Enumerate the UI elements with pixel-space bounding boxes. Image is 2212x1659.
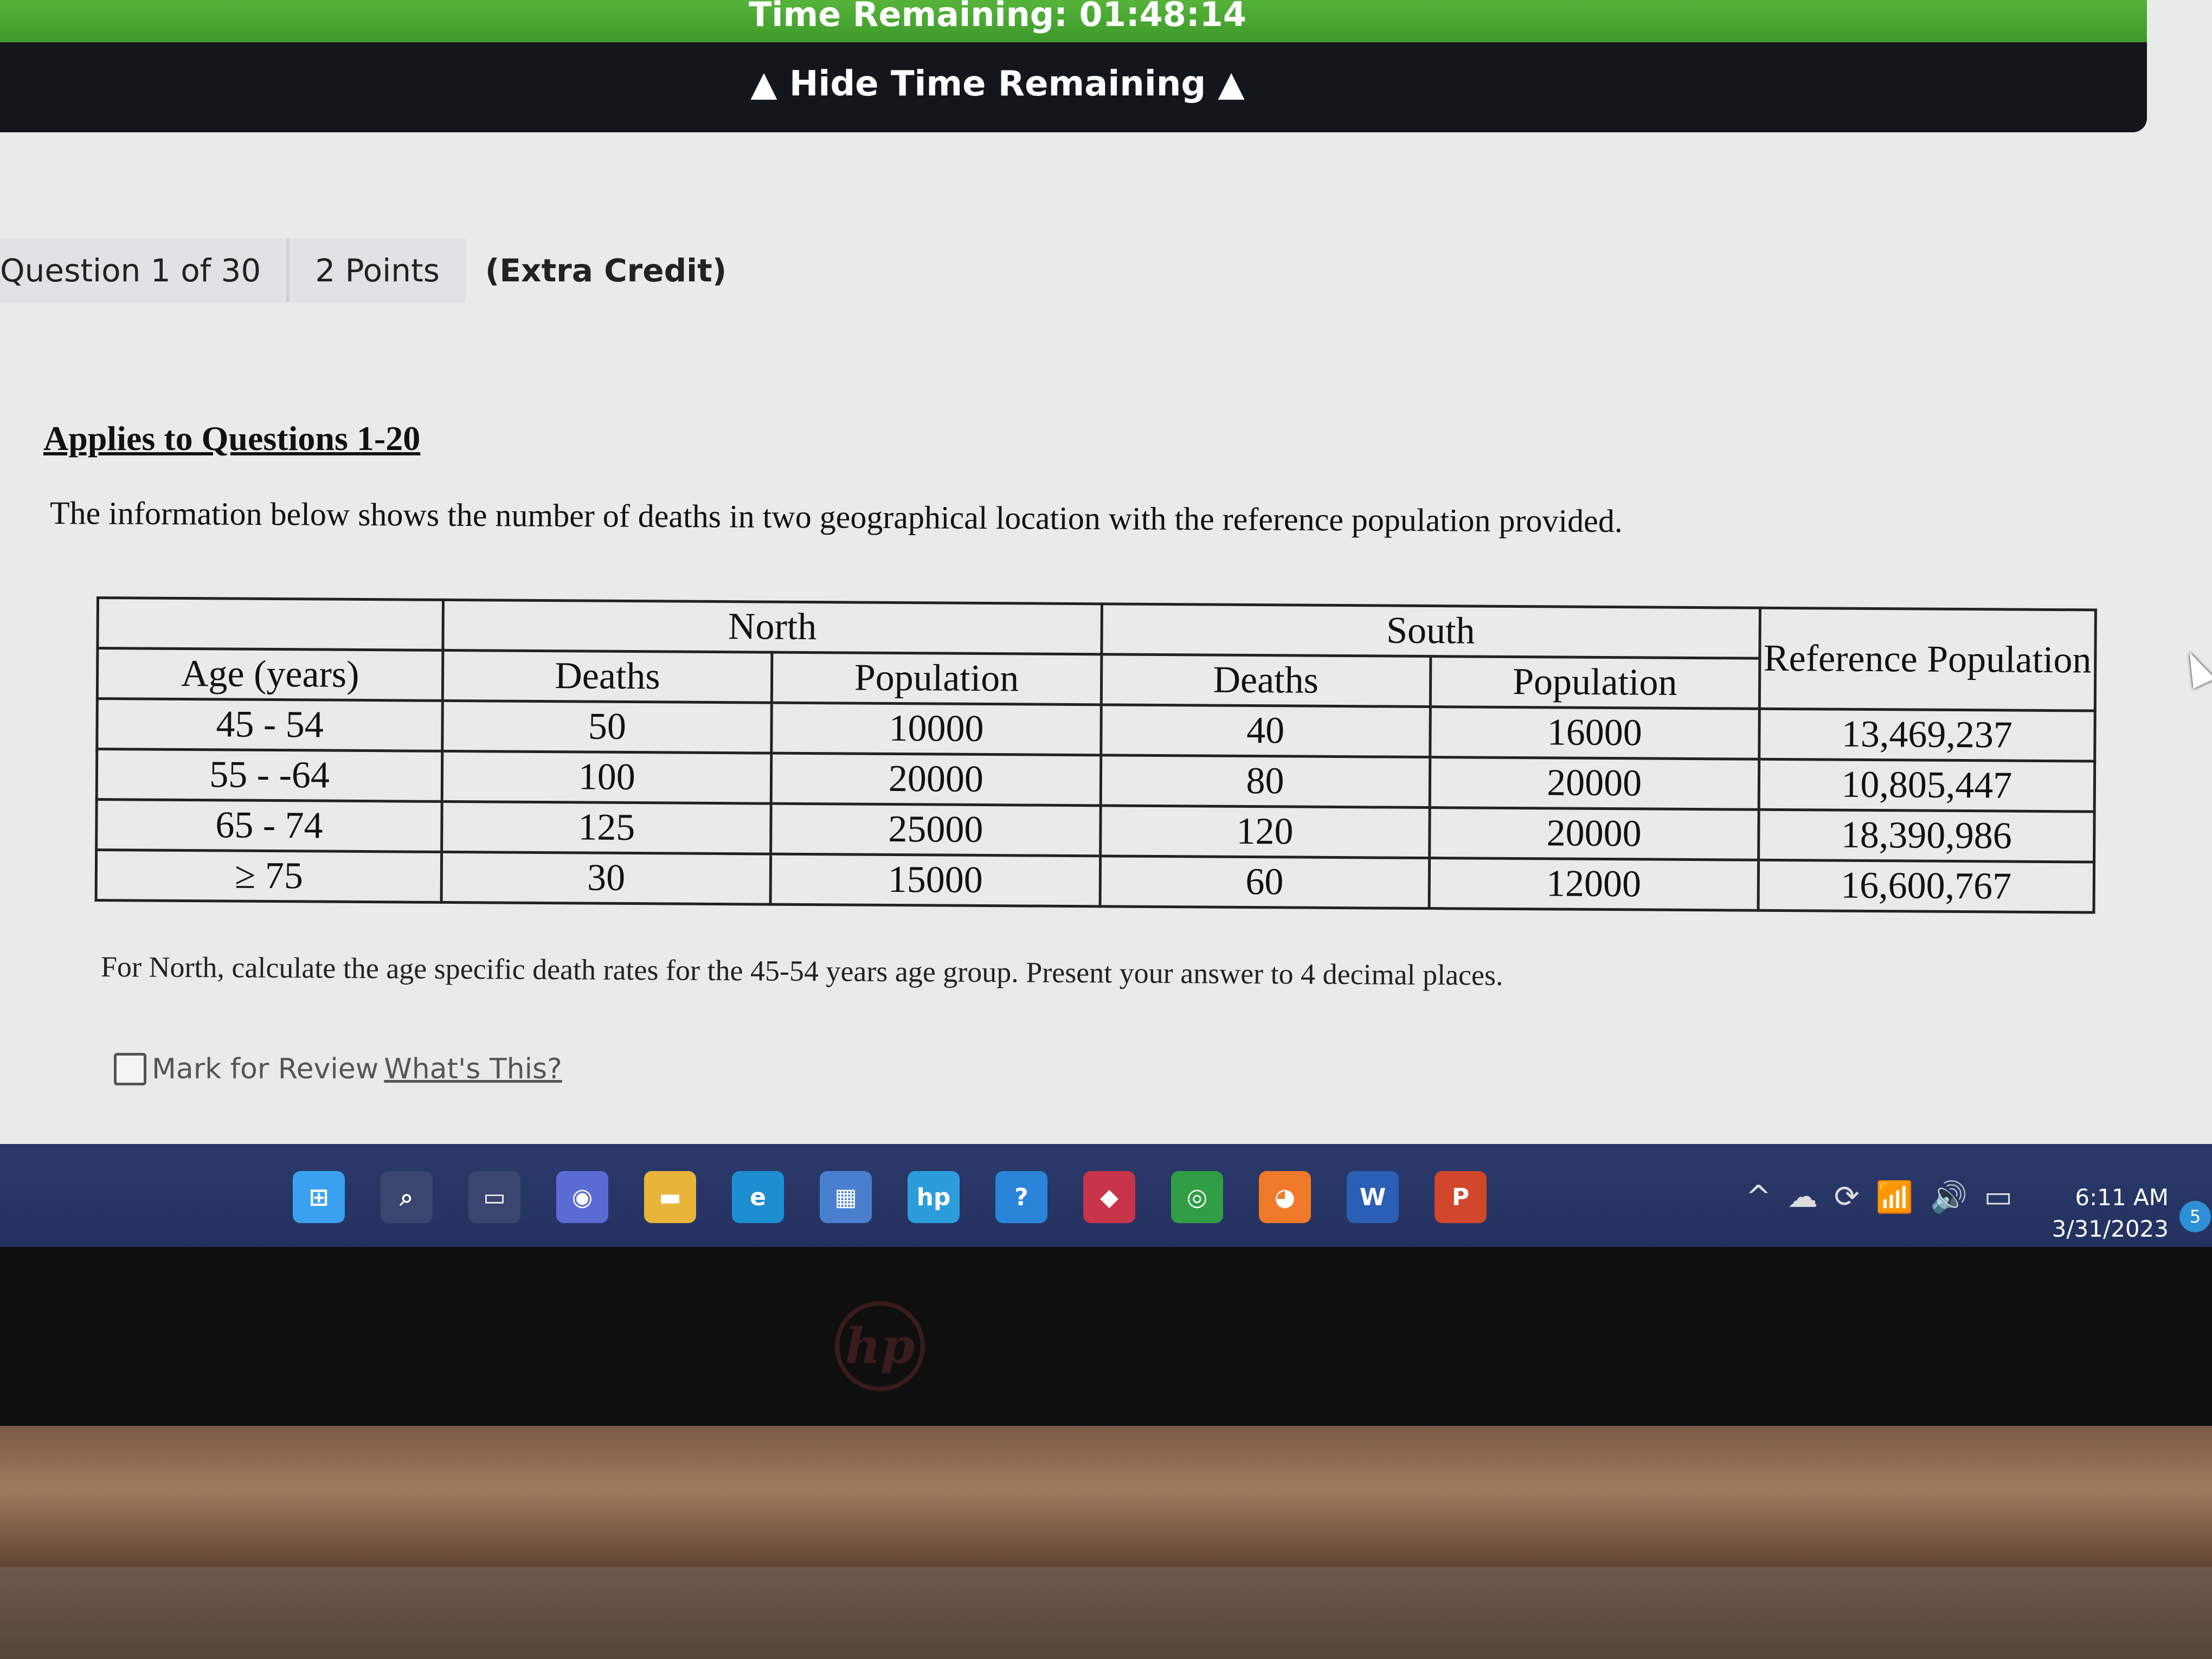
reference-population-cell: 10,805,447 [1759, 759, 2095, 812]
timer-banner [0, 0, 2147, 132]
extra-credit-label: (Extra Credit) [485, 252, 727, 289]
myhp-icon[interactable]: hp [908, 1171, 960, 1223]
south-population-cell: 12000 [1429, 858, 1759, 911]
age-cell: 65 - 74 [97, 800, 442, 852]
clock-date: 3/31/2023 [2052, 1216, 2169, 1242]
mark-for-review-label[interactable]: Mark for Review [152, 1053, 379, 1085]
clock-time: 6:11 AM [2075, 1184, 2169, 1211]
mouse-cursor-icon [2179, 647, 2212, 689]
chrome-icon[interactable]: ◎ [1171, 1171, 1223, 1223]
reference-population-cell: 16,600,767 [1758, 860, 2094, 912]
south-population-cell: 20000 [1430, 757, 1759, 810]
file-explorer-icon[interactable]: ▬ [644, 1171, 696, 1223]
north-deaths-cell: 125 [442, 801, 771, 854]
help-icon[interactable]: ? [995, 1171, 1047, 1223]
deaths-table [95, 596, 2097, 914]
question-points: 2 Points [289, 239, 466, 303]
south-deaths-cell: 80 [1101, 755, 1430, 808]
system-tray [1746, 1179, 2012, 1215]
age-cell: 55 - -64 [97, 749, 442, 802]
word-icon[interactable]: W [1347, 1171, 1399, 1223]
mark-for-review [114, 1053, 562, 1085]
reference-population-header: Reference Population [1759, 608, 2095, 711]
task-view-icon[interactable]: ▭ [468, 1171, 520, 1223]
south-deaths-cell: 120 [1100, 806, 1430, 858]
reference-population-cell: 18,390,986 [1758, 809, 2094, 862]
question-text: For North, calculate the age specific death rates for the 45-54 years age group. Present your answer to 4 decimal places. [100, 950, 1503, 992]
table-blank-cell [98, 598, 443, 651]
north-population-cell: 20000 [771, 753, 1101, 806]
edge-icon[interactable]: e [732, 1171, 784, 1223]
south-deaths-header: Deaths [1101, 654, 1431, 707]
chat-icon[interactable]: ◉ [556, 1171, 608, 1223]
applies-heading: Applies to Questions 1-20 [43, 419, 421, 458]
group-header-south: South [1101, 604, 1760, 658]
volume-icon[interactable]: 🔊 [1930, 1180, 1968, 1215]
laptop-deck [0, 1567, 2212, 1659]
sync-icon[interactable]: ⟳ [1834, 1179, 1860, 1214]
south-deaths-cell: 60 [1100, 856, 1430, 909]
powerpoint-icon[interactable]: P [1435, 1171, 1487, 1223]
onedrive-icon[interactable]: ☁ [1787, 1179, 1818, 1214]
store-icon[interactable]: ▦ [820, 1171, 872, 1223]
mark-for-review-checkbox[interactable] [114, 1053, 146, 1085]
laptop-hinge [0, 1426, 2212, 1567]
reference-population-cell: 13,469,237 [1759, 709, 2095, 761]
south-population-header: Population [1430, 657, 1760, 709]
north-deaths-header: Deaths [443, 650, 773, 703]
firefox-icon[interactable]: ◕ [1259, 1171, 1311, 1223]
show-hidden-icons-icon[interactable]: ^ [1746, 1179, 1771, 1214]
battery-icon[interactable]: ▭ [1984, 1179, 2013, 1214]
south-deaths-cell: 40 [1101, 705, 1430, 757]
taskbar-clock[interactable] [2039, 1182, 2169, 1245]
windows-start-icon[interactable]: ⊞ [293, 1171, 345, 1223]
south-population-cell: 20000 [1429, 808, 1759, 860]
age-cell: 45 - 54 [97, 699, 443, 751]
notification-badge[interactable]: 5 [2179, 1201, 2211, 1232]
time-remaining-label: Time Remaining: 01:48:14 [749, 0, 1246, 34]
laptop-bezel [0, 1247, 2212, 1426]
north-population-header: Population [772, 652, 1102, 705]
age-header: Age (years) [97, 648, 443, 701]
mcafee-icon[interactable]: ◆ [1083, 1171, 1135, 1223]
north-population-cell: 10000 [771, 703, 1101, 755]
north-deaths-cell: 100 [442, 751, 771, 803]
search-icon[interactable]: ⌕ [381, 1171, 433, 1223]
wifi-icon[interactable]: 📶 [1875, 1180, 1914, 1215]
age-cell: ≥ 75 [96, 850, 442, 903]
north-deaths-cell: 50 [442, 700, 772, 753]
north-deaths-cell: 30 [441, 852, 771, 904]
intro-text: The information below shows the number of deaths in two geographical location with the reference population provided. [49, 495, 1623, 539]
hide-time-remaining-button[interactable]: ▲ Hide Time Remaining ▲ [750, 64, 1245, 104]
hp-logo-icon: hp [835, 1301, 925, 1391]
whats-this-link[interactable]: What's This? [384, 1053, 562, 1085]
group-header-north: North [443, 600, 1102, 654]
north-population-cell: 25000 [771, 803, 1101, 856]
south-population-cell: 16000 [1430, 707, 1759, 760]
north-population-cell: 15000 [770, 854, 1100, 906]
question-number: Question 1 of 30 [0, 239, 289, 303]
question-info-bar [0, 239, 726, 303]
